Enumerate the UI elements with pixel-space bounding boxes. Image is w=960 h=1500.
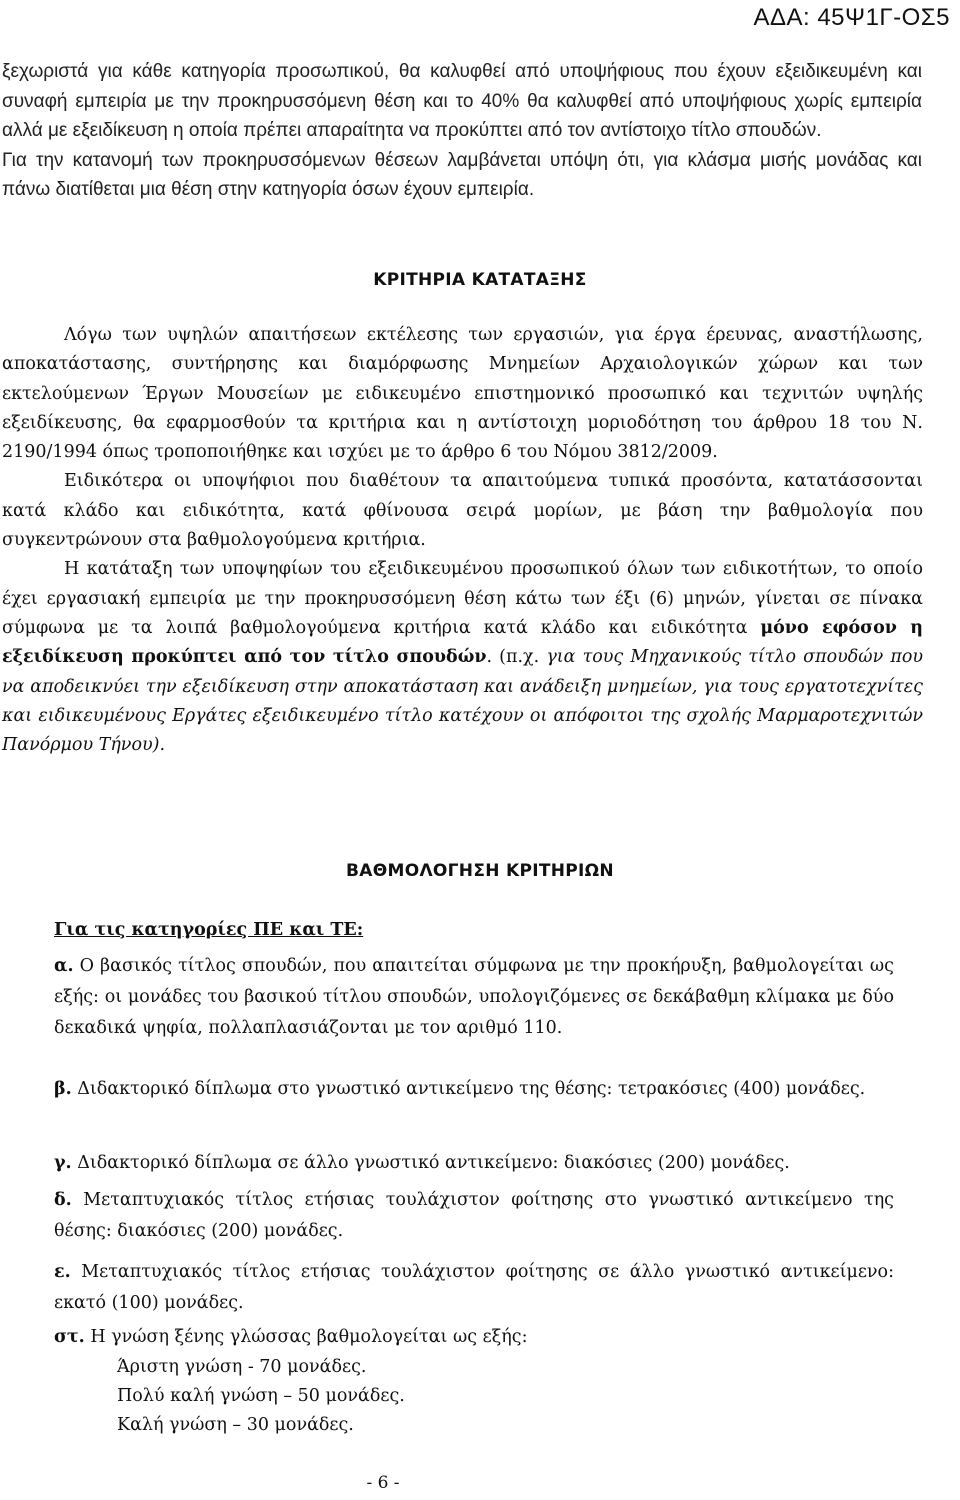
criterion-label: ε. xyxy=(54,1262,71,1282)
criterion-c xyxy=(54,1148,894,1179)
criterion-b xyxy=(54,1074,894,1105)
language-level-excellent: Άριστη γνώση - 70 μονάδες. xyxy=(117,1357,367,1377)
intro-paragraph-1: ξεχωριστά για κάθε κατηγορία προσωπικού, θα καλυφθεί από υποψήφιους που έχουν εξειδικευμένη και συναφή εμπειρία με την προκηρυσσόμενη θέση και το 40% θα καλυφθεί από υποψήφιους χωρίς εμπειρία αλλά με εξειδίκευση η οποία πρέπει απαραίτητα να προκύπτει από τον αντίστοιχο τίτλο σπουδών. xyxy=(2,61,922,141)
ada-code: ΑΔΑ: 45Ψ1Γ-ΟΣ5 xyxy=(753,4,950,31)
intro-paragraph-2: Για την κατανομή των προκηρυσσόμενων θέσεων λαμβάνεται υπόψη ότι, για κλάσμα μισής μονάδας και πάνω διατίθεται μια θέση στην κατηγορία όσων έχουν εμπειρία. xyxy=(2,149,922,200)
criterion-label: α. xyxy=(54,956,74,976)
intro-block xyxy=(2,57,922,205)
criterion-label: β. xyxy=(54,1079,72,1099)
criterion-text: Η γνώση ξένης γλώσσας βαθμολογείται ως εξής: xyxy=(90,1327,528,1347)
criterion-text: Διδακτορικό δίπλωμα σε άλλο γνωστικό αντικείμενο: διακόσιες (200) μονάδες. xyxy=(77,1153,790,1173)
criterion-text: Μεταπτυχιακός τίτλος ετήσιας τουλάχιστον φοίτησης στο γνωστικό αντικείμενο της θέσης: διακόσιες (200) μονάδες. xyxy=(54,1190,894,1241)
language-level-very-good: Πολύ καλή γνώση – 50 μονάδες. xyxy=(117,1386,405,1406)
criteria-paragraph-3 xyxy=(2,555,923,760)
criteria-p3-after: . (π.χ. xyxy=(486,647,547,668)
criterion-text: Ο βασικός τίτλος σπουδών, που απαιτείται σύμφωνα με την προκήρυξη, βαθμολογείται ως εξής: οι μονάδες του βασικού τίτλου σπουδών, υπολογιζόμενες σε δεκάβαθμη κλίμακα με δύο δεκαδικά ψηφία, πολλαπλασιάζονται με τον αριθμό 110. xyxy=(54,956,894,1038)
criterion-f xyxy=(54,1322,894,1353)
criterion-a xyxy=(54,951,894,1044)
language-level-good: Καλή γνώση – 30 μονάδες. xyxy=(117,1415,354,1435)
page-number: - 6 - xyxy=(366,1473,400,1493)
categories-subheading: Για τις κατηγορίες ΠΕ και ΤΕ: xyxy=(54,920,364,940)
criterion-e xyxy=(54,1257,894,1319)
criterion-label: γ. xyxy=(54,1153,72,1173)
criteria-p3-italic: για τους Μηχανικούς τίτλο σπουδών που να αποδεικνύει την εξειδίκευση στην αποκατάσταση και ανάδειξη μνημείων, για τους εργατοτεχνίτες και ειδικευμένους Εργάτες εξειδικευμένο τίτλο κατέχουν οι απόφοιτοι της σχολής Μαρμαροτεχνιτών Πανόρμου Τήνου). xyxy=(2,647,923,756)
criterion-text: Μεταπτυχιακός τίτλος ετήσιας τουλάχιστον φοίτησης σε άλλο γνωστικό αντικείμενο: εκατό (100) μονάδες. xyxy=(54,1262,894,1313)
criteria-p3-bold: μόνο εφόσον η εξειδίκευση προκύπτει από τον τίτλο σπουδών xyxy=(2,617,923,668)
criteria-heading: ΚΡΙΤΗΡΙΑ ΚΑΤΑΤΑΞΗΣ xyxy=(373,270,587,290)
scoring-heading: ΒΑΘΜΟΛΟΓΗΣΗ ΚΡΙΤΗΡΙΩΝ xyxy=(346,861,614,881)
criteria-paragraph-2: Ειδικότερα οι υποψήφιοι που διαθέτουν τα απαιτούμενα τυπικά προσόντα, κατατάσσονται κατά κλάδο και ειδικότητα, κατά φθίνουσα σειρά μορίων, με βάση την βαθμολογία που συγκεντρώνουν στα βαθμολογούμενα κριτήρια. xyxy=(2,471,923,551)
criterion-label: στ. xyxy=(54,1327,85,1347)
criterion-text: Διδακτορικό δίπλωμα στο γνωστικό αντικείμενο της θέσης: τετρακόσιες (400) μονάδες. xyxy=(77,1079,866,1099)
criteria-body xyxy=(2,321,923,760)
criteria-p3-text: Η κατάταξη των υποψηφίων του εξειδικευμένου προσωπικού όλων των ειδικοτήτων, το οποίο έχει εργασιακή εμπειρία με την προκηρυσσόμενη θέση κάτω των έξι (6) μηνών, γίνεται σε πίνακα σύμφωνα με τα λοιπά βαθμολογούμενα κριτήρια κατά κλάδο και ειδικότητα xyxy=(2,559,923,638)
criterion-d xyxy=(54,1185,894,1247)
criteria-paragraph-1: Λόγω των υψηλών απαιτήσεων εκτέλεσης των εργασιών, για έργα έρευνας, αναστήλωσης, αποκατάστασης, συντήρησης και διαμόρφωσης Μνημείων Αρχαιολογικών χώρων και των εκτελούμενων Έργων Μουσείων με ειδικευμένο επιστημονικό προσωπικό και τεχνιτών υψηλής εξειδίκευσης, θα εφαρμοσθούν τα κριτήρια και η αντίστοιχη μοριοδότηση του άρθρου 18 του Ν. 2190/1994 όπως τροποποιήθηκε και ισχύει με το άρθρο 6 του Νόμου 3812/2009. xyxy=(2,325,923,463)
criterion-label: δ. xyxy=(54,1190,72,1210)
